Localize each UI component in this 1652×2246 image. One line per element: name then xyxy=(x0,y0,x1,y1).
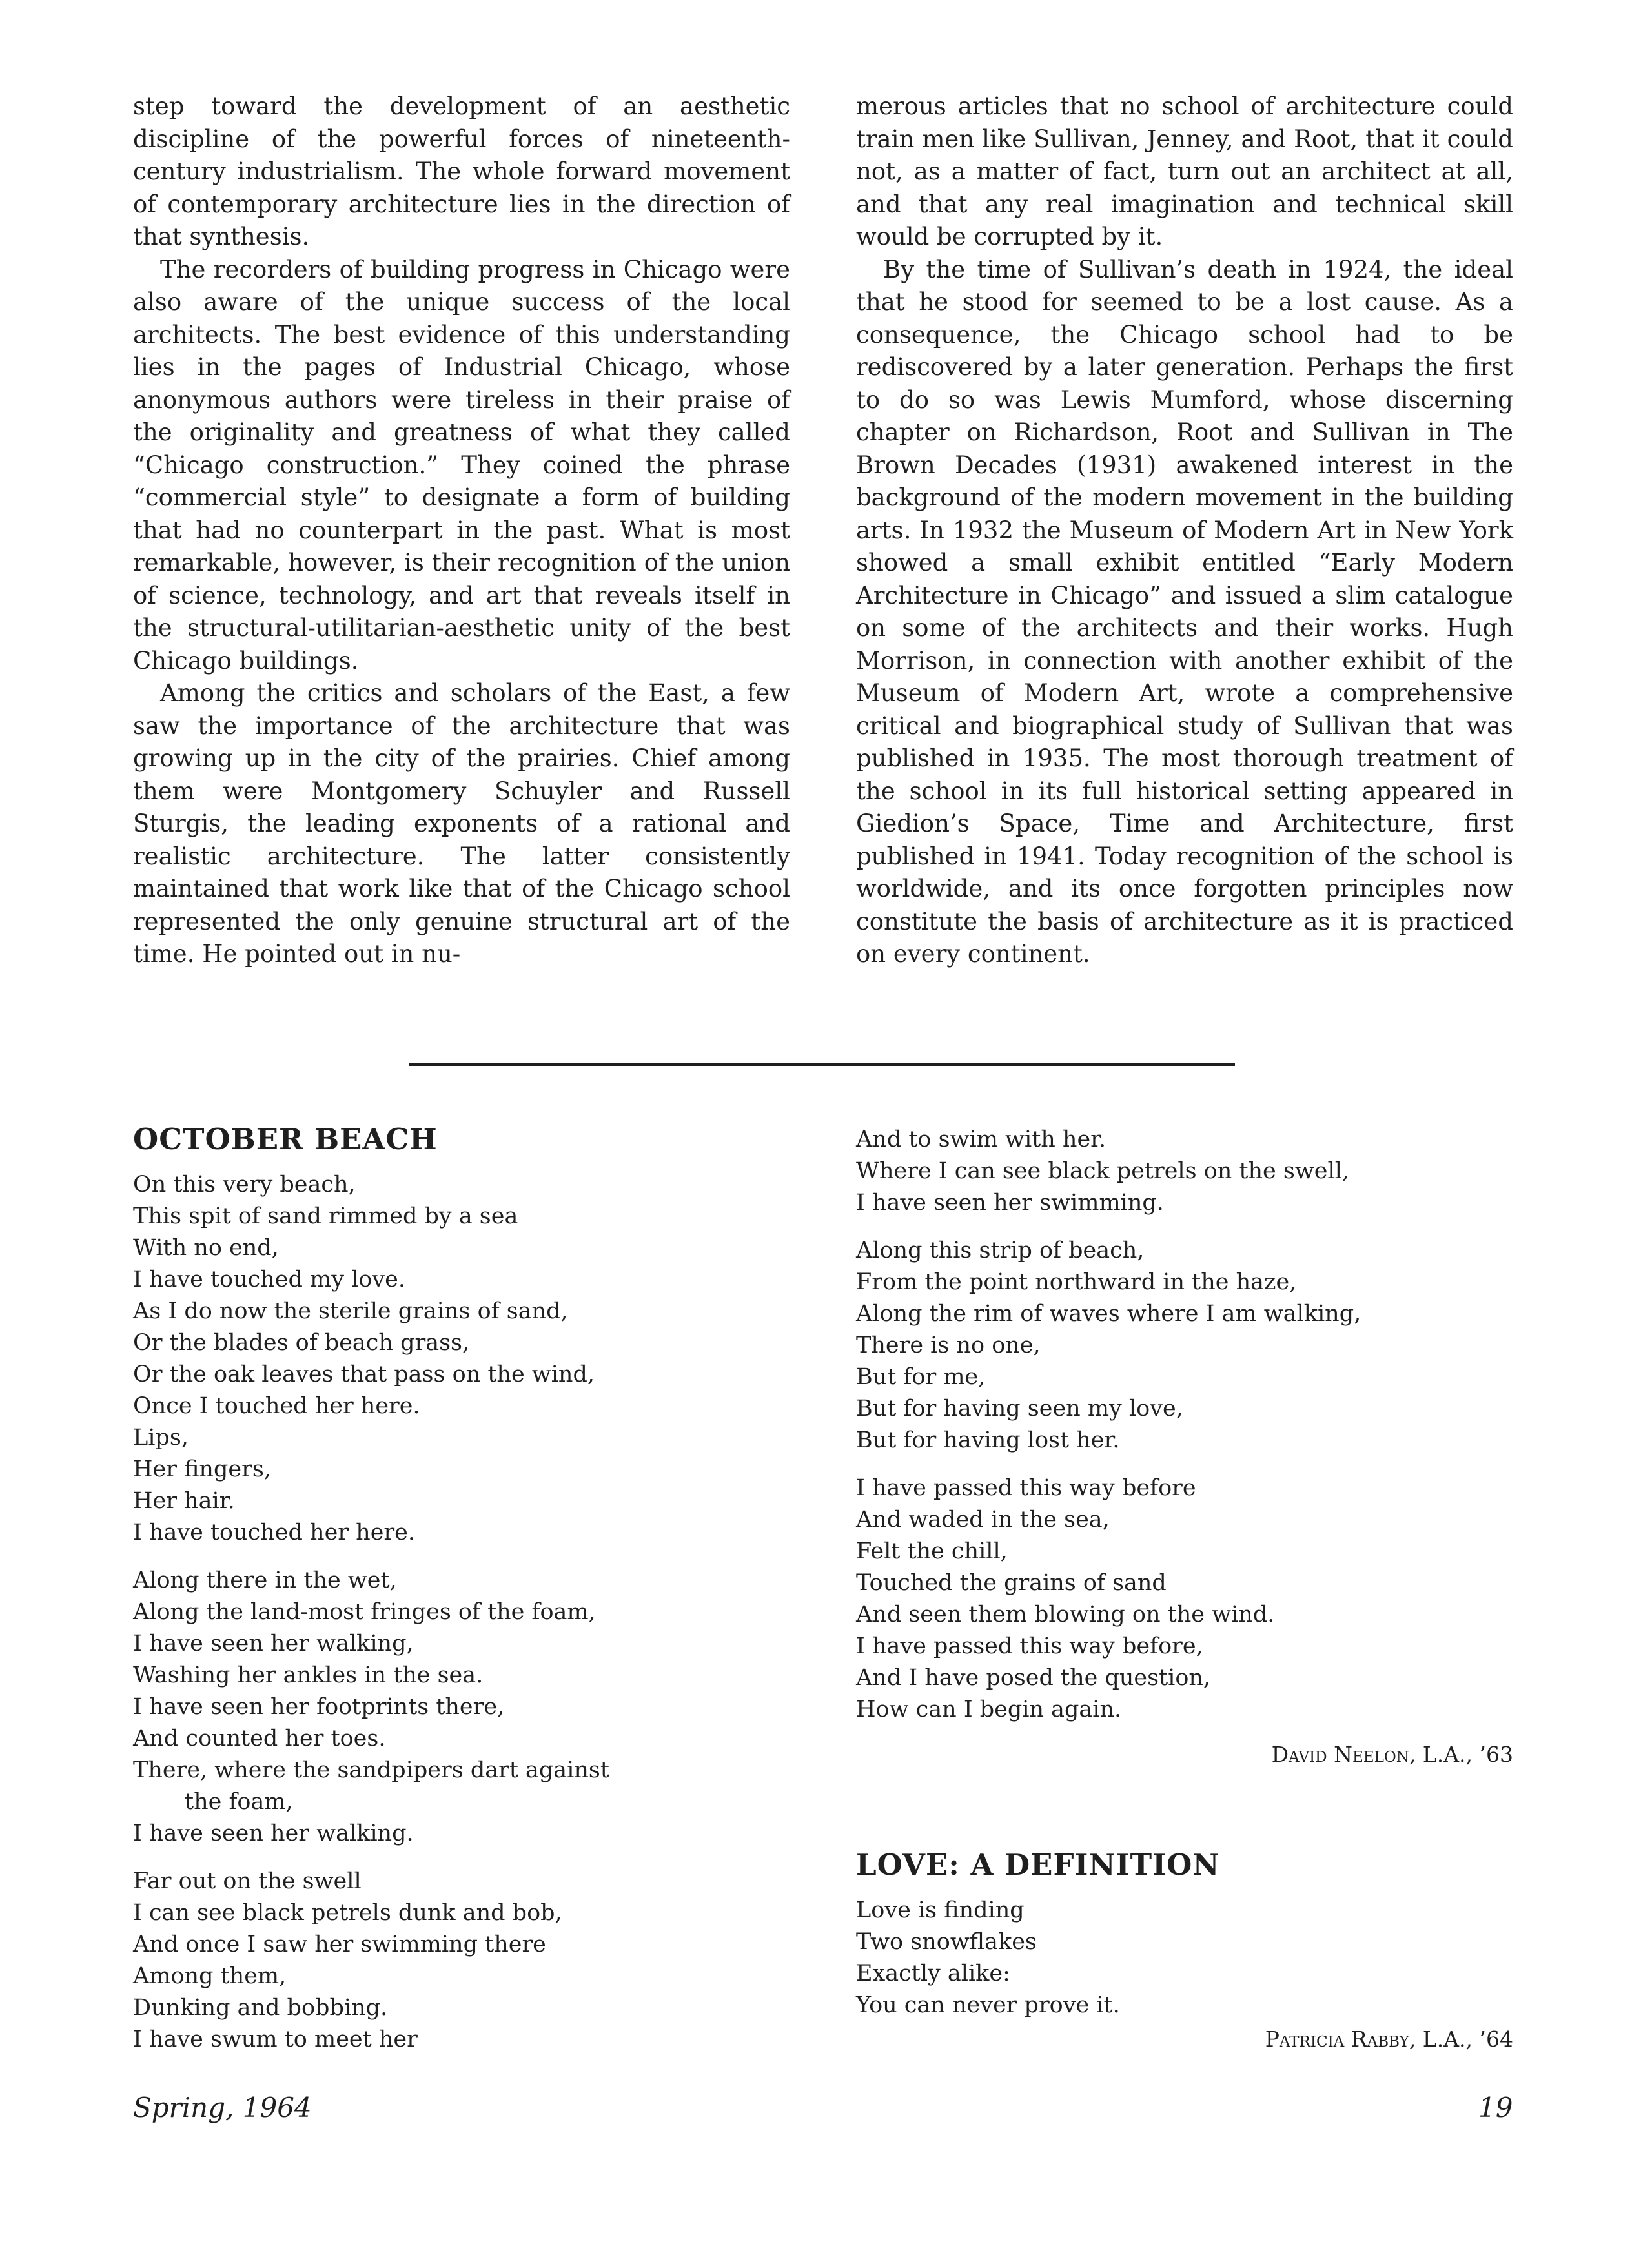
poem-line: Far out on the swell xyxy=(133,1868,362,1894)
poem-line: I can see black petrels dunk and bob, xyxy=(133,1900,562,1926)
poem-line: And I have posed the question, xyxy=(856,1665,1211,1691)
poem-line: Or the oak leaves that pass on the wind, xyxy=(133,1362,595,1387)
poem-line: And once I saw her swimming there xyxy=(133,1932,546,1957)
article-paragraph: step toward the development of an aesthetic discipline of the powerful forces of nineteenth-century industrialism. The whole forward movement of contemporary architecture lies in the direction of that synthesis. xyxy=(133,92,790,250)
poem-october-beach-right xyxy=(856,1124,1513,1767)
poem-body xyxy=(856,1124,1513,1726)
poem-stanza xyxy=(133,1169,779,1549)
poem-line: I have swum to meet her xyxy=(133,2027,418,2052)
poem-line: There is no one, xyxy=(856,1332,1041,1358)
poem-line: And seen them blowing on the wind. xyxy=(856,1602,1275,1628)
poem-title: OCTOBER BEACH xyxy=(133,1122,438,1156)
poem-line: With no end, xyxy=(133,1235,279,1261)
poem-body xyxy=(133,1169,779,2056)
section-divider xyxy=(409,1063,1235,1066)
poem-line: Two snowflakes xyxy=(856,1929,1037,1955)
poem-line: Love is finding xyxy=(856,1897,1025,1923)
poem-october-beach-left xyxy=(133,1122,779,2072)
poem-line: I have seen her walking. xyxy=(133,1821,414,1846)
poem-line: Exactly alike: xyxy=(856,1961,1010,1986)
poem-love-a-definition xyxy=(856,1848,1513,2052)
author-suffix: , L.A., ’63 xyxy=(1409,1742,1513,1767)
poem-line: Or the blades of beach grass, xyxy=(133,1330,470,1356)
poem-line: Once I touched her here. xyxy=(133,1393,420,1419)
poem-stanza xyxy=(856,1235,1513,1456)
article-paragraph: Among the critics and scholars of the East, a few saw the importance of the architecture that was growing up in the city of the prairies. Chief among them were Montgomery Schuyler and Russell Sturgis, the leading exponents of a rational and realistic architecture. The latter consistently maintained that work like that of the Chicago school represented the only genuine structural art of the time. He pointed out in nu- xyxy=(133,679,790,968)
article-paragraph: The recorders of building progress in Chicago were also aware of the unique success of the local architects. The best evidence of this understanding lies in the pages of Industrial Chicago, whose anonymous authors were tireless in their praise of the originality and greatness of what they called “Chicago construction.” They coined the phrase “commercial style” to designate a form of building that had no counterpart in the past. What is most remarkable, however, is their recognition of the union of science, technology, and art that reveals itself in the structural-utilitarian-aesthetic unity of the best Chicago buildings. xyxy=(133,255,790,675)
poem-line: Where I can see black petrels on the swell, xyxy=(856,1158,1350,1184)
article-paragraph: By the time of Sullivan’s death in 1924, the ideal that he stood for seemed to be a lost cause. As a consequence, the Chicago school had to be rediscovered by a later generation. Perhaps the first to do so was Lewis Mumford, whose discerning chapter on Richardson, Root and Sullivan in The Brown Decades (1931) awakened interest in the background of the modern movement in the building arts. In 1932 the Museum of Modern Art in New York showed a small exhibit entitled “Early Modern Architecture in Chicago” and issued a slim catalogue on some of the architects and their works. Hugh Morrison, in connection with another exhibit of the Museum of Modern Art, wrote a comprehensive critical and biographical study of Sullivan that was published in 1935. The most thorough treatment of the school in its full historical setting appeared in Giedion’s Space, Time and Architecture, first published in 1941. Today recognition of the school is worldwide, and its once forgotten principles now constitute the basis of architecture as it is practiced on every continent. xyxy=(856,255,1513,968)
poem-line: I have seen her walking, xyxy=(133,1631,414,1657)
poem-line: the foam, xyxy=(185,1789,293,1815)
issue-footer: Spring, 1964 xyxy=(133,2092,312,2123)
poem-title: LOVE: A DEFINITION xyxy=(856,1848,1220,1882)
poem-line: But for having lost her. xyxy=(856,1427,1120,1453)
poem-line: This spit of sand rimmed by a sea xyxy=(133,1203,518,1229)
poem-line: Along the rim of waves where I am walking, xyxy=(856,1301,1361,1327)
poem-line: Dunking and bobbing. xyxy=(133,1995,388,2021)
poem-line: But for me, xyxy=(856,1364,986,1390)
poem-body xyxy=(856,1895,1513,2021)
poem-line: Felt the chill, xyxy=(856,1538,1008,1564)
poem-stanza xyxy=(133,1866,779,2056)
poem-line: Lips, xyxy=(133,1425,189,1451)
poem-line: On this very beach, xyxy=(133,1172,356,1198)
article-paragraph: merous articles that no school of architecture could train men like Sullivan, Jenney, and Root, that it could not, as a matter of fact, turn out an architect at all, and that any real imagination and technical skill would be corrupted by it. xyxy=(856,92,1513,250)
poem-line: Along the land-most fringes of the foam, xyxy=(133,1599,596,1625)
poem-line: Her hair. xyxy=(133,1488,235,1514)
poem-line: As I do now the sterile grains of sand, xyxy=(133,1298,568,1324)
poem-line: Along this strip of beach, xyxy=(856,1238,1145,1263)
article-left-column xyxy=(133,90,790,971)
poem-line: And counted her toes. xyxy=(133,1726,386,1751)
poem-line: And waded in the sea, xyxy=(856,1507,1110,1533)
author-name: Patricia Rabby xyxy=(1265,2027,1409,2052)
poem-author-credit xyxy=(856,1742,1513,1767)
poem-line: There, where the sandpipers dart against xyxy=(133,1757,609,1783)
article-right-column xyxy=(856,90,1513,971)
poem-stanza xyxy=(856,1124,1513,1219)
poem-line: I have seen her swimming. xyxy=(856,1190,1164,1216)
poem-stanza xyxy=(133,1565,779,1850)
poem-line: Among them, xyxy=(133,1963,287,1989)
poem-line: Her fingers, xyxy=(133,1456,271,1482)
poem-author-credit xyxy=(856,2027,1513,2052)
author-suffix: , L.A., ’64 xyxy=(1409,2027,1513,2052)
poem-line: I have seen her footprints there, xyxy=(133,1694,505,1720)
poem-line: Touched the grains of sand xyxy=(856,1570,1167,1596)
poem-stanza xyxy=(856,1473,1513,1726)
poem-line: I have touched her here. xyxy=(133,1520,415,1546)
poem-line: How can I begin again. xyxy=(856,1697,1122,1722)
page-number: 19 xyxy=(1478,2092,1513,2123)
poem-line: I have passed this way before xyxy=(856,1475,1196,1501)
author-name: David Neelon xyxy=(1271,1742,1409,1767)
poem-line: I have passed this way before, xyxy=(856,1633,1203,1659)
poem-line: Along there in the wet, xyxy=(133,1567,397,1593)
poem-line: And to swim with her. xyxy=(856,1127,1106,1152)
poem-line: From the point northward in the haze, xyxy=(856,1269,1297,1295)
poem-line: Washing her ankles in the sea. xyxy=(133,1662,484,1688)
poem-line: You can never prove it. xyxy=(856,1992,1120,2018)
poem-line: But for having seen my love, xyxy=(856,1396,1183,1422)
poem-line: I have touched my love. xyxy=(133,1267,405,1292)
